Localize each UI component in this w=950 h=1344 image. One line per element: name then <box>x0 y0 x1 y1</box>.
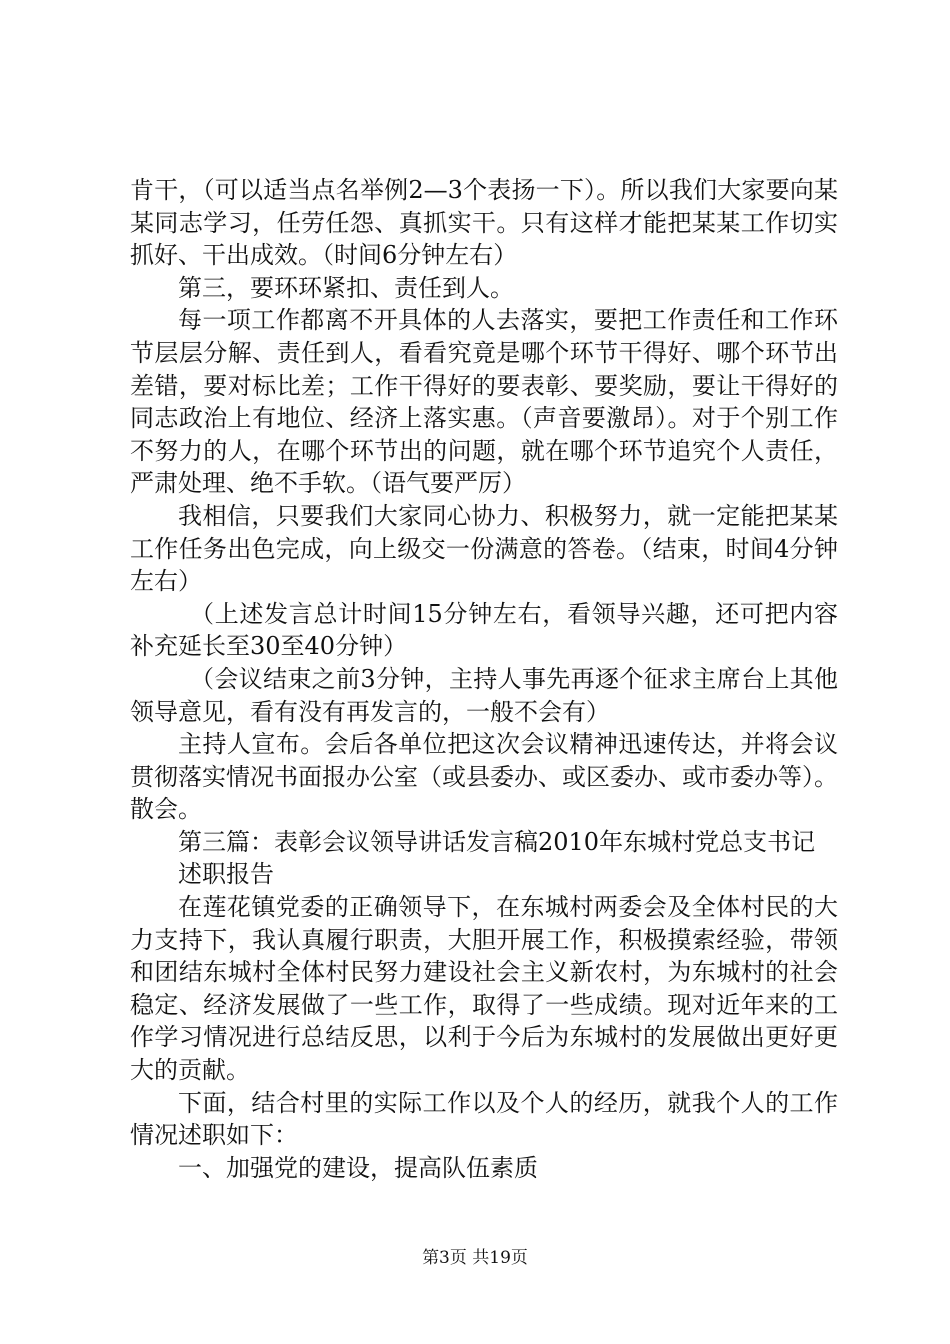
paragraph-responsibility: 每一项工作都离不开具体的人去落实，要把工作责任和工作环节层层分解、责任到人，看看究竟是哪个环节干得好、哪个环节出差错，要对标比差；工作干得好的要表彰、要奖励，要让干得好的同志政治上有地位、经济上落实惠。（声音要激昂）。对于个别工作不努力的人，在哪个环节出的问题，就在哪个环节追究个人责任，严肃处理、绝不手软。（语气要严厉） <box>130 306 838 498</box>
page-number-footer: 第3页 共19页 <box>422 1248 528 1268</box>
paragraph-note-duration: （上述发言总计时间15分钟左右，看领导兴趣，还可把内容补充延长至30至40分钟） <box>130 599 838 661</box>
chapter-title: 第三篇：表彰会议领导讲话发言稿2010年东城村党总支书记 <box>178 827 816 856</box>
paragraph-intro: 在莲花镇党委的正确领导下，在东城村两委会及全体村民的大力支持下，我认真履行职责，大胆开展工作，积极摸索经验，带领和团结东城村全体村民努力建设社会主义新农村，为东城村的社会稳定、经济发展做了一些工作，取得了一些成绩。现对近年来的工作学习情况进行总结反思，以利于今后为东城村的发展做出更好更大的贡献。 <box>130 893 838 1085</box>
paragraph-continuation: 肯干，（可以适当点名举例2—3个表扬一下）。所以我们大家要向某某同志学习，任劳任怨、真抓实干。只有这样才能把某某工作切实抓好、干出成效。（时间6分钟左右） <box>130 176 838 270</box>
document-body <box>130 174 838 1184</box>
paragraph-confidence: 我相信，只要我们大家同心协力、积极努力，就一定能把某某工作任务出色完成，向上级交一份满意的答卷。（结束，时间4分钟左右） <box>130 501 838 596</box>
paragraph-host-announcement: 主持人宣布。会后各单位把这次会议精神迅速传达，并将会议贯彻落实情况书面报办公室（或县委办、或区委办、或市委办等）。散会。 <box>130 730 838 824</box>
paragraph-overview: 下面，结合村里的实际工作以及个人的经历，就我个人的工作情况述职如下： <box>130 1088 838 1150</box>
chapter-subtitle: 述职报告 <box>178 860 274 889</box>
section-heading-one: 一、加强党的建设，提高队伍素质 <box>178 1153 538 1182</box>
section-heading-third: 第三，要环环紧扣、责任到人。 <box>178 273 514 302</box>
paragraph-note-meeting-end: （会议结束之前3分钟，主持人事先再逐个征求主席台上其他领导意见，看有没有再发言的，一般不会有） <box>130 664 838 726</box>
